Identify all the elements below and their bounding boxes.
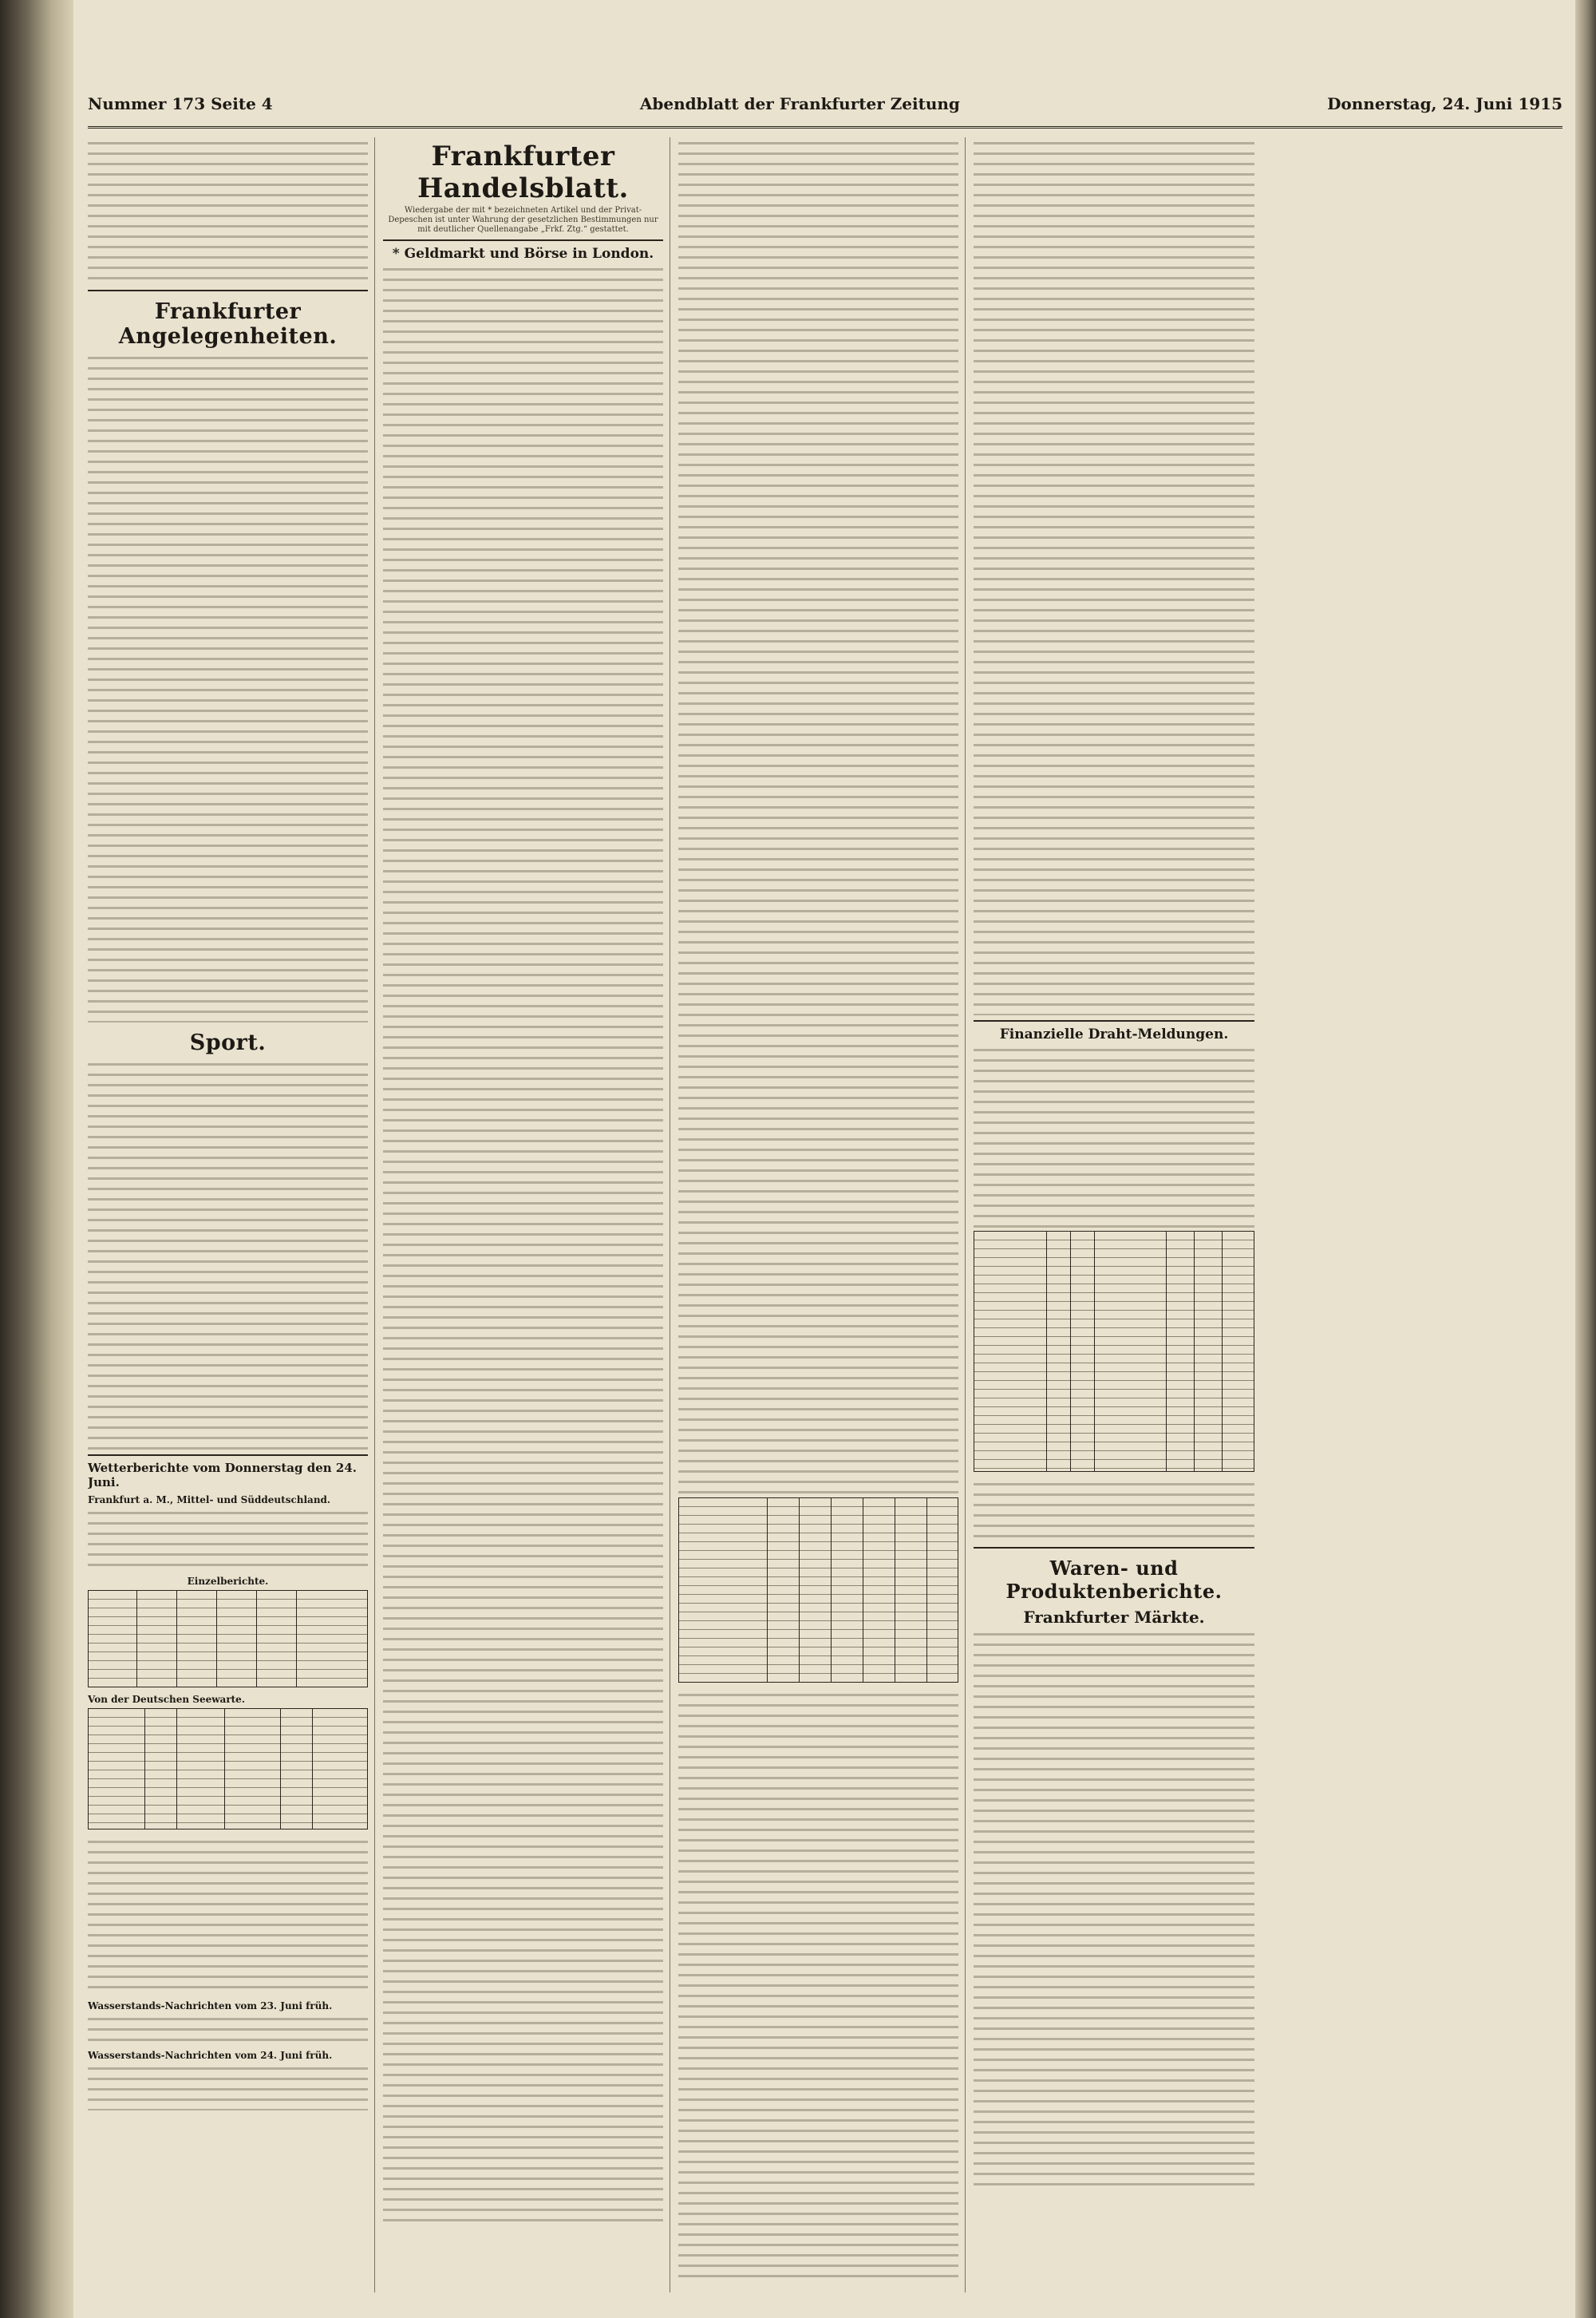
text-block (678, 1689, 958, 2280)
masthead-handelsblatt: Frankfurter Handelsblatt. (417, 140, 629, 204)
text-block (88, 1507, 368, 1571)
divider (974, 1020, 1254, 1022)
page-edge (1575, 0, 1596, 2318)
text-block (88, 352, 368, 1023)
market-table (974, 1231, 1254, 1472)
text-block (88, 2013, 368, 2045)
water-heading-2: Wasserstands-Nachrichten vom 24. Juni früh. (88, 2050, 333, 2061)
column-4 (974, 137, 1261, 2292)
column-1 (88, 137, 375, 2292)
header-date: Donnerstag, 24. Juni 1915 (1327, 94, 1562, 113)
divider (88, 290, 368, 291)
columns (88, 137, 1562, 2292)
text-block (974, 1044, 1254, 1228)
section-title-frankfurt: Frankfurter Angelegenheiten. (118, 299, 338, 349)
weather-heading: Wetterberichte vom Donnerstag den 24. Juni. (88, 1461, 357, 1489)
waren-heading: Waren- und Produktenberichte. (1005, 1557, 1223, 1603)
header-issue: Nummer 173 Seite 4 (88, 94, 273, 113)
weather-table (88, 1590, 368, 1687)
text-block (88, 137, 368, 285)
text-block (974, 1478, 1254, 1542)
column-2 (383, 137, 670, 2292)
header-title: Abendblatt der Frankfurter Zeitung (639, 94, 960, 113)
text-block (974, 1628, 1254, 2187)
financial-table (678, 1497, 958, 1683)
water-heading-1: Wasserstands-Nachrichten vom 23. Juni früh. (88, 2000, 333, 2011)
text-block (88, 1058, 368, 1450)
masthead-subtitle: Wiedergabe der mit * bezeichneten Artikel und der Privat-Depeschen ist unter Wahrung der gesetzlichen Bestimmungen nur mit deutlicher Quellenangabe „Frkf. Ztg.“ gestattet. (388, 206, 658, 234)
divider (383, 239, 663, 241)
header-rule (88, 126, 1562, 129)
section-title-sport: Sport. (189, 1030, 267, 1055)
text-block (383, 263, 663, 2227)
text-block (678, 137, 958, 1494)
text-block (88, 2063, 368, 2110)
book-binding (0, 0, 73, 2318)
geldmarkt-heading: * Geldmarkt und Börse in London. (392, 246, 654, 262)
einzel-heading: Einzelberichte. (187, 1576, 269, 1587)
divider (974, 1547, 1254, 1549)
text-block (88, 1836, 368, 1996)
text-block (974, 137, 1254, 1015)
divider (88, 1454, 368, 1456)
seewarte-heading: Von der Deutschen Seewarte. (88, 1694, 245, 1705)
weather-subheading: Frankfurt a. M., Mittel- und Süddeutschland. (88, 1494, 331, 1505)
seewarte-table (88, 1708, 368, 1829)
finanz-heading: Finanzielle Draht-Meldungen. (999, 1026, 1229, 1042)
page-content (88, 80, 1562, 2299)
page-header (88, 94, 1562, 126)
maerkte-heading: Frankfurter Märkte. (1023, 1608, 1205, 1627)
column-3 (678, 137, 966, 2292)
